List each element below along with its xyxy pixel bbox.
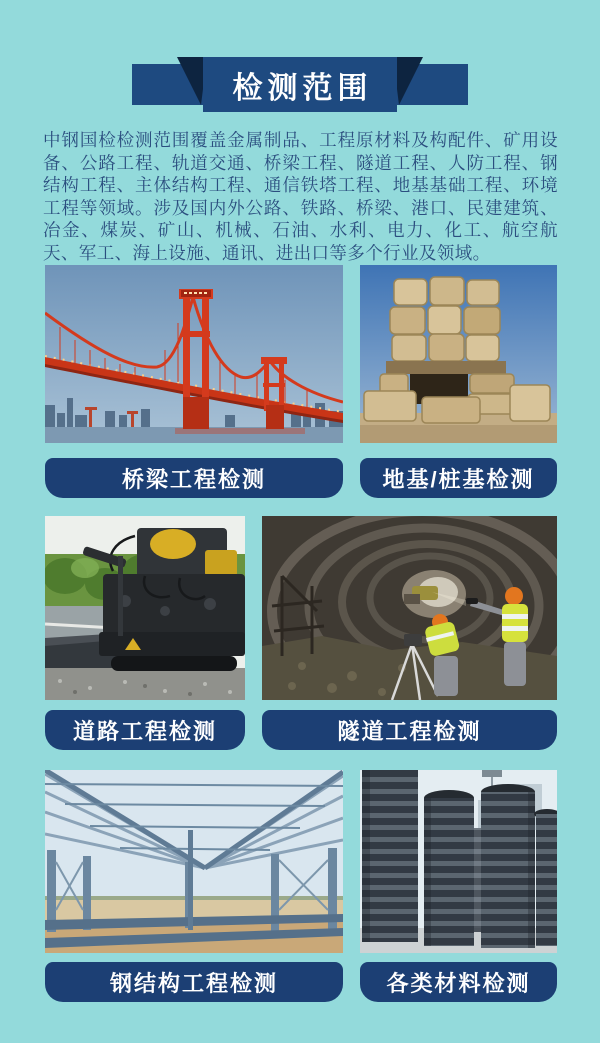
steel-structure-photo: [45, 770, 343, 953]
caption-materials-testing: 各类材料检测: [360, 962, 557, 1002]
tunnel-photo: [262, 516, 557, 700]
section-header-banner: [203, 57, 397, 112]
road-photo: [45, 516, 245, 700]
section-title: 检测范围: [232, 71, 373, 105]
caption-road-testing: 道路工程检测: [45, 710, 245, 750]
caption-tunnel-testing: 隧道工程检测: [262, 710, 557, 750]
tunnel-illustration: [262, 516, 557, 700]
caption-steel-structure-testing: 钢结构工程检测: [45, 962, 343, 1002]
bridge-photo: [45, 265, 343, 443]
stone-blocks-illustration: [360, 265, 557, 443]
caption-bridge-testing: 桥梁工程检测: [45, 458, 343, 498]
foundation-photo: [360, 265, 557, 443]
caption-foundation-testing: 地基/桩基检测: [360, 458, 557, 498]
paver-illustration: [45, 516, 245, 700]
steel-frame-illustration: [45, 770, 343, 953]
pipe-stacks-illustration: [360, 770, 557, 953]
intro-paragraph: 中钢国检检测范围覆盖金属制品、工程原材料及构配件、矿用设备、公路工程、轨道交通、桥梁工程、隧道工程、人防工程、钢结构工程、主体结构工程、通信铁塔工程、地基基础工程、环境工程等领域。涉及国内外公路、铁路、桥梁、港口、民建建筑、冶金、煤炭、矿山、机械、石油、水利、电力、化工、航空航天、军工、海上设施、通讯、进出口等多个行业及领域。: [43, 130, 558, 263]
bridge-illustration: [45, 265, 343, 443]
materials-photo: [360, 770, 557, 953]
